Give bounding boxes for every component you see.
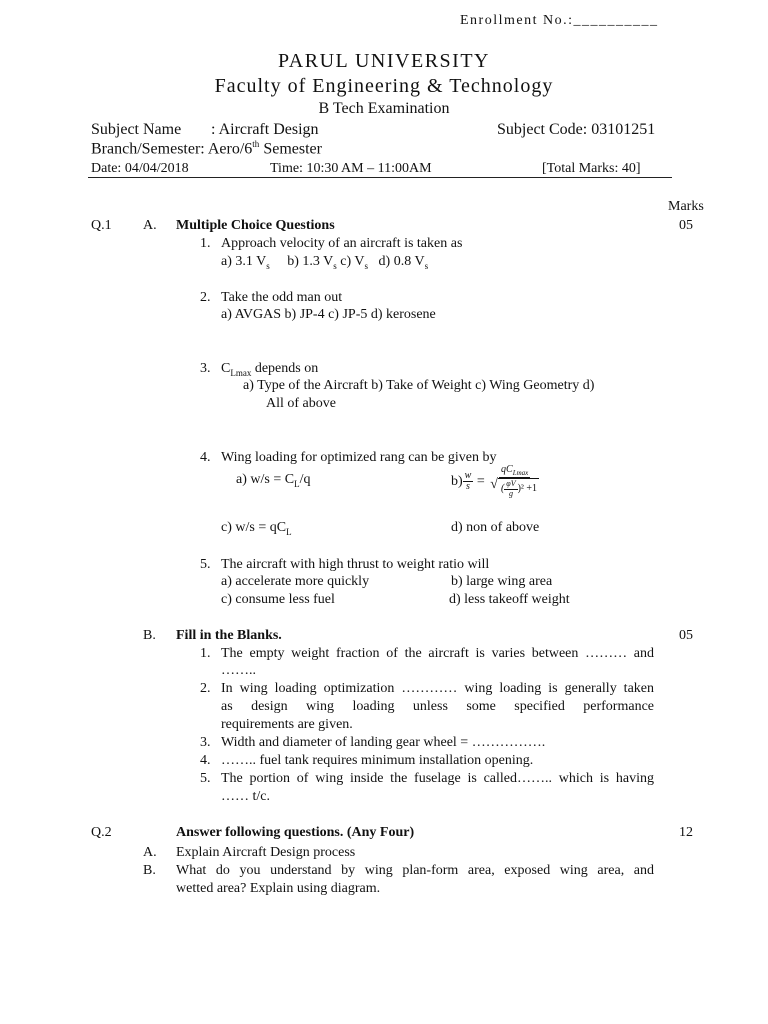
- mcq-3-options-continued: All of above: [266, 396, 336, 411]
- blank-3-text: Width and diameter of landing gear wheel = …………….: [221, 735, 546, 750]
- mcq-4-option-d: d) non of above: [451, 520, 540, 535]
- mcq-5-number: 5.: [200, 557, 211, 572]
- blank-5-number: 5.: [200, 771, 211, 786]
- blank-5-text-continued: …… t/c.: [221, 789, 270, 804]
- university-name: PARUL UNIVERSITY: [278, 50, 490, 72]
- q2-marks: 12: [679, 825, 693, 840]
- q1-part-b-title: Fill in the Blanks.: [176, 628, 282, 643]
- mcq-1-number: 1.: [200, 236, 211, 251]
- w-over-s: $\frac{w}{s}$: [464, 469, 472, 493]
- q1-part-b-letter: B.: [143, 628, 156, 643]
- q1-part-a-title: Multiple Choice Questions: [176, 218, 335, 233]
- mcq-4-number: 4.: [200, 450, 211, 465]
- mcq-1-options: [221, 253, 428, 272]
- q2-item-b-text-continued: wetted area? Explain using diagram.: [176, 881, 381, 896]
- q2-item-b-letter: B.: [143, 863, 156, 878]
- semester-ordinal: th: [252, 139, 260, 149]
- total-marks: [Total Marks: 40]: [542, 161, 641, 176]
- blank-3-number: 3.: [200, 735, 211, 750]
- mcq-2-number: 2.: [200, 290, 211, 305]
- blank-2-text-line2: as design wing loading unless some specified performance: [221, 699, 654, 714]
- mcq-4-question: Wing loading for optimized rang can be given by: [221, 450, 497, 465]
- blank-4-number: 4.: [200, 753, 211, 768]
- blank-4-text: …….. fuel tank requires minimum installation opening.: [221, 753, 534, 768]
- question-number-q2: Q.2: [91, 825, 112, 840]
- q1-part-a-letter: A.: [143, 218, 157, 233]
- branch-text: Branch/Semester: Aero/6: [91, 140, 253, 158]
- subject-name-label: Subject Name: [91, 121, 182, 138]
- blank-2-text: In wing loading optimization ………… wing loading is generally taken: [221, 681, 654, 696]
- mcq-1-option-a: a) 3.1 $V_s$: [221, 254, 270, 271]
- q1-part-a-marks: 05: [679, 218, 693, 233]
- blank-1-number: 1.: [200, 646, 211, 661]
- mcq-3-options: a) Type of the Aircraft b) Take of Weight c) Wing Geometry d): [243, 378, 595, 393]
- mcq-3-question: $C_{Lmax}$ depends on: [221, 361, 319, 378]
- mcq-4-option-c: c) $w/s = qC_L$: [221, 520, 292, 537]
- q2-item-a-letter: A.: [143, 845, 157, 860]
- question-number-q1: Q.1: [91, 218, 112, 233]
- mcq-5-option-a: a) accelerate more quickly: [221, 574, 370, 589]
- enrollment-number: Enrollment No.:__________: [460, 13, 659, 28]
- mcq-1-option-d: d) 0.8 $V_s$: [378, 254, 429, 271]
- blank-2-number: 2.: [200, 681, 211, 696]
- branch-semester: [91, 139, 322, 159]
- blank-1-text-continued: ……..: [221, 663, 256, 678]
- exam-date: Date: 04/04/2018: [91, 161, 189, 176]
- exam-name: B Tech Examination: [318, 100, 450, 117]
- mcq-4-option-b-formula: b) $\frac{w}{s}$ = $qC_{Lmax}$ √ ( $\frac{\varphi V}{g}$ )² +1: [451, 465, 541, 498]
- mcq-1-option-c: c) $V_s$: [340, 254, 369, 271]
- mcq-2-options: a) AVGAS b) JP-4 c) JP-5 d) kerosene: [221, 307, 436, 322]
- marks-column-header: Marks: [668, 199, 704, 214]
- q2-item-a-text: Explain Aircraft Design process: [176, 845, 356, 860]
- mcq-2-question: Take the odd man out: [221, 290, 343, 305]
- mcq-5-option-b: b) large wing area: [451, 574, 553, 589]
- semester-text: Semester: [259, 140, 322, 158]
- mcq-1-question: Approach velocity of an aircraft is taken as: [221, 236, 463, 251]
- subject-code: Subject Code: 03101251: [497, 121, 656, 138]
- mcq-5-question: The aircraft with high thrust to weight ratio will: [221, 557, 490, 572]
- exam-time: Time: 10:30 AM – 11:00AM: [270, 161, 432, 176]
- subject-name-value: : Aircraft Design: [211, 121, 319, 138]
- clmax-subscript: Lmax: [230, 367, 252, 378]
- q2-item-b-text: What do you understand by wing plan-form area, exposed wing area, and: [176, 863, 654, 878]
- q1-part-b-marks: 05: [679, 628, 693, 643]
- blank-2-text-line3: requirements are given.: [221, 717, 353, 732]
- header-divider: [88, 177, 672, 178]
- faculty-name: Faculty of Engineering & Technology: [214, 75, 554, 97]
- mcq-1-option-b: b) 1.3 $V_s$: [287, 254, 337, 271]
- q2-title: Answer following questions. (Any Four): [176, 825, 415, 840]
- mcq-3-number: 3.: [200, 361, 211, 376]
- mcq-5-option-d: d) less takeoff weight: [449, 592, 570, 607]
- optimized-wing-loading-fraction: $qC_{Lmax}$ √ ( $\frac{\varphi V}{g}$ )² +1: [490, 464, 538, 498]
- mcq-5-option-c: c) consume less fuel: [221, 592, 335, 607]
- blank-1-text: The empty weight fraction of the aircraft is varies between ……… and: [221, 646, 654, 661]
- blank-5-text: The portion of wing inside the fuselage is called…….. which is having: [221, 771, 654, 786]
- mcq-4-option-a: a) $w/s = C_L/q$: [236, 472, 311, 489]
